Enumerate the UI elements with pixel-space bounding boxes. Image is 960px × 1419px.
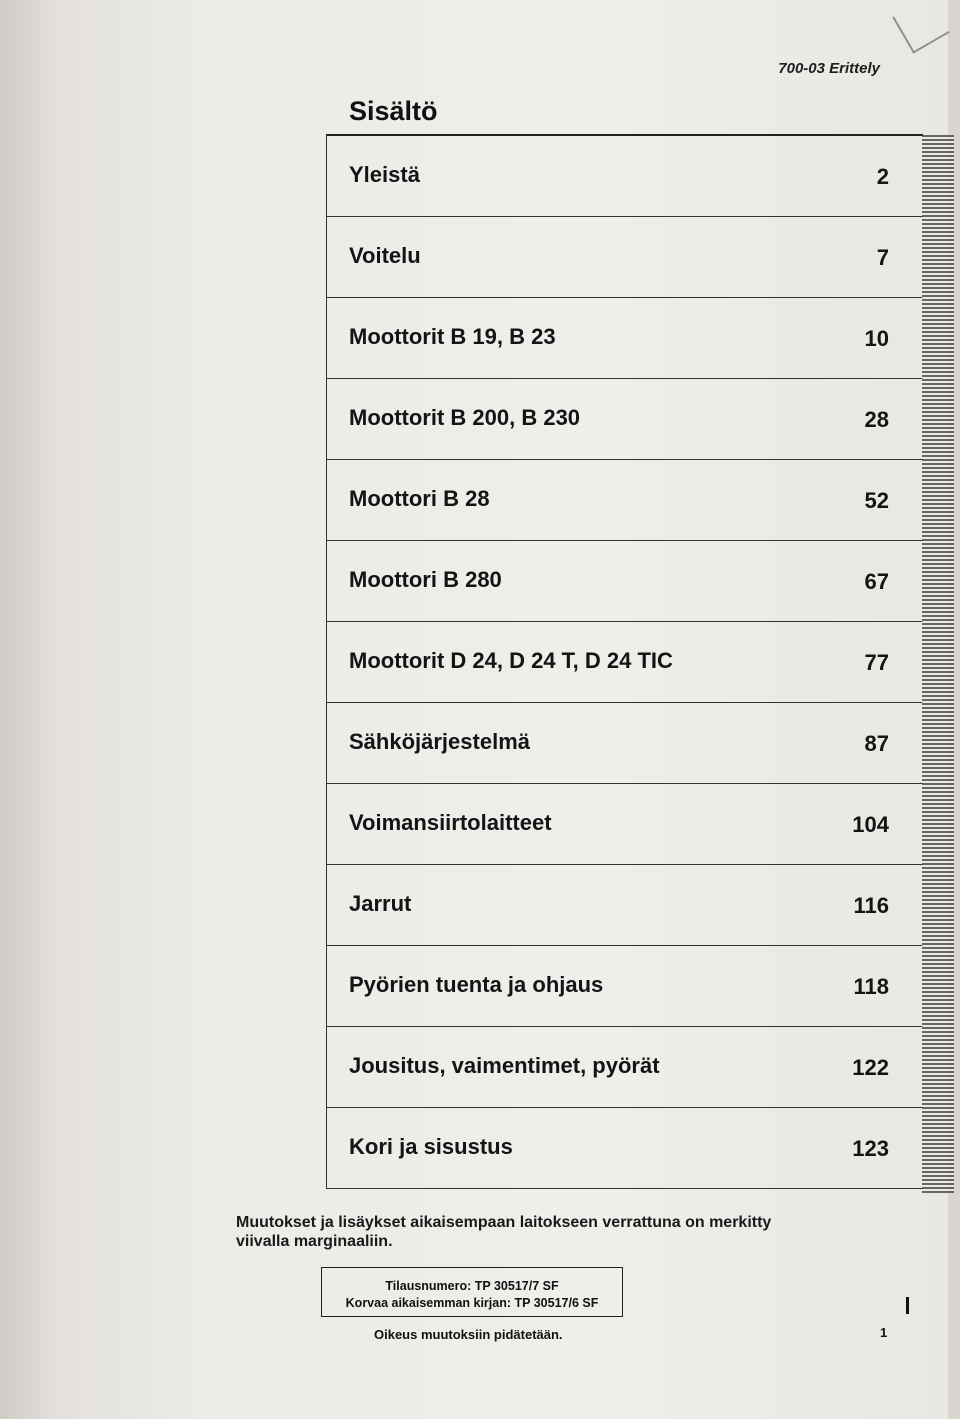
- toc-page: 67: [864, 569, 889, 594]
- page-number: 1: [880, 1325, 888, 1340]
- toc-row[interactable]: [327, 622, 923, 703]
- toc-label: Voitelu: [349, 243, 421, 268]
- toc-row[interactable]: [327, 379, 923, 460]
- toc-page: 123: [852, 1136, 889, 1161]
- toc-row[interactable]: [327, 703, 923, 784]
- folded-corner: [892, 0, 949, 54]
- rights-reserved: Oikeus muutoksiin pidätetään.: [374, 1327, 563, 1342]
- toc-label: Yleistä: [349, 162, 420, 187]
- toc-row[interactable]: [327, 298, 923, 379]
- toc-page: 87: [864, 731, 889, 756]
- toc-page: 118: [853, 974, 889, 999]
- toc-row[interactable]: [327, 460, 923, 541]
- toc-row[interactable]: [327, 784, 923, 865]
- toc-label: Moottorit D 24, D 24 T, D 24 TIC: [349, 648, 673, 673]
- toc-label: Sähköjärjestelmä: [349, 729, 530, 754]
- toc-page: 28: [864, 407, 889, 432]
- changes-note: Muutokset ja lisäykset aikaisempaan laitokseen verrattuna on merkitty viivalla marginaaliin.: [236, 1214, 772, 1250]
- toc-page: 2: [876, 164, 889, 189]
- toc-page: 77: [864, 650, 889, 675]
- order-number-box: [321, 1267, 623, 1317]
- toc-label: Moottori B 280: [349, 567, 502, 592]
- toc-label: Moottorit B 19, B 23: [349, 324, 556, 349]
- toc-page: 116: [853, 893, 889, 918]
- toc-page: 52: [864, 488, 889, 513]
- page-title: Sisältö: [349, 96, 438, 126]
- toc-label: Moottorit B 200, B 230: [349, 405, 581, 430]
- toc-row[interactable]: [327, 1027, 923, 1108]
- toc-label: Pyörien tuenta ja ohjaus: [349, 972, 604, 997]
- order-number: Tilausnumero: TP 30517/7 SF: [385, 1279, 559, 1293]
- header-reference: 700-03 Erittely: [778, 60, 880, 77]
- toc-label: Voimansiirtolaitteet: [349, 810, 552, 835]
- toc-row[interactable]: [327, 217, 923, 298]
- toc-row[interactable]: [327, 1108, 923, 1189]
- toc-row[interactable]: [327, 136, 923, 217]
- toc-row[interactable]: [327, 541, 923, 622]
- margin-change-bar: [906, 1297, 909, 1314]
- toc-row[interactable]: [327, 865, 923, 946]
- toc-label: Moottori B 28: [349, 486, 490, 511]
- page-tab-edge: [922, 135, 954, 1193]
- toc-page: 104: [852, 812, 889, 837]
- toc-row[interactable]: [327, 946, 923, 1027]
- table-of-contents: [326, 134, 923, 1189]
- replaces-note: Korvaa aikaisemman kirjan: TP 30517/6 SF: [345, 1296, 599, 1310]
- toc-label: Jarrut: [349, 891, 412, 916]
- toc-label: Jousitus, vaimentimet, pyörät: [349, 1053, 660, 1078]
- toc-page: 122: [852, 1055, 889, 1080]
- toc-label: Kori ja sisustus: [349, 1134, 513, 1159]
- toc-page: 7: [876, 245, 889, 270]
- toc-page: 10: [864, 326, 889, 351]
